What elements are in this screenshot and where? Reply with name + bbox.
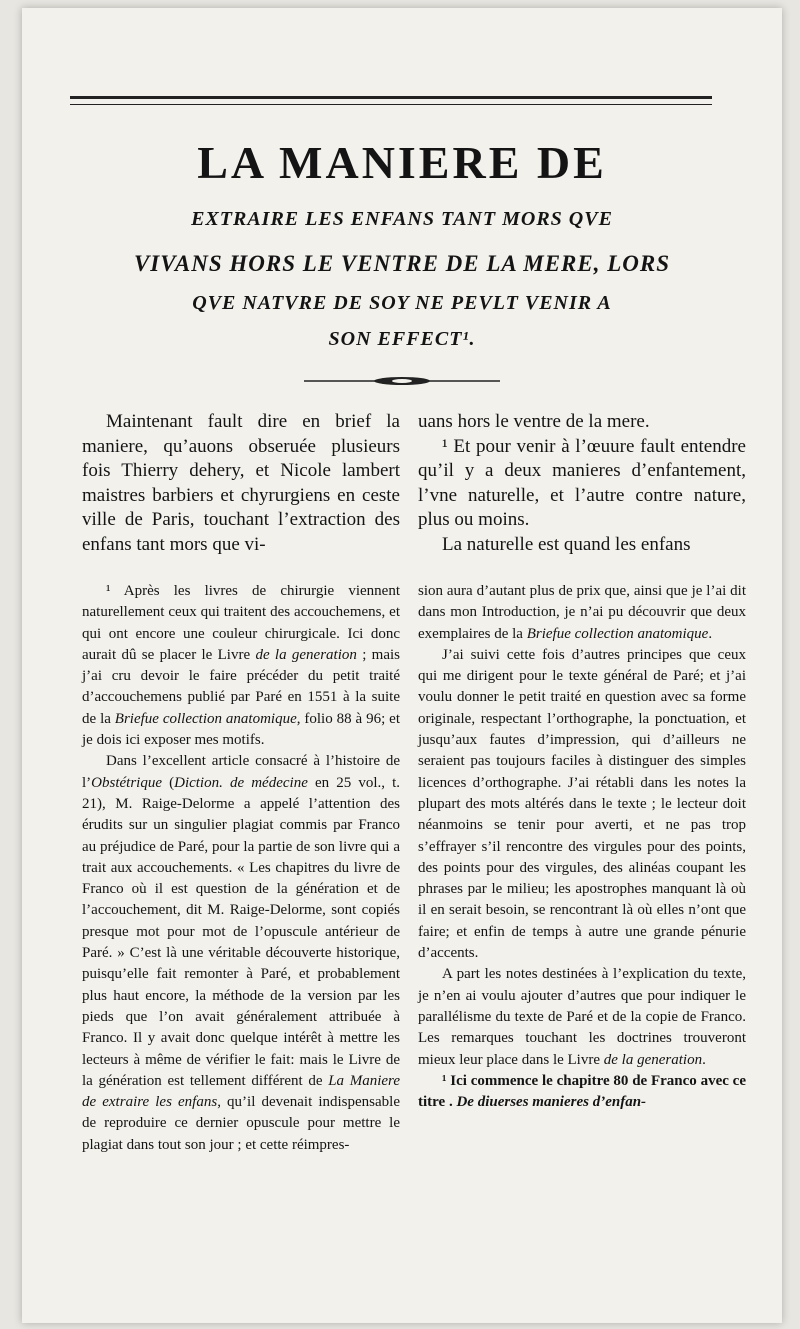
footnote-paragraph: Dans l’excellent article consacré à l’histoire de l’Obstétrique (Diction. de médecine en 25 vol., t. 21), M. Raige-Delorme a appelé l’attention des érudits sur un singulier plagiat commis par Franco au préjudice de Paré, pour la partie de son livre qui a trait aux accouchements. « Les chapitres du livre de Franco où il est question de la génération et de l’accouchement, dit M. Raige-Delorme, sont copiés presque mot pour mot de l’opuscule antérieur de Paré. » C’est là une véritable découverte historique, puisqu’elle fait remonter à Paré, et probablement plus haut encore, la méthode de la version par les pieds que l’on avait généralement attribuée à Franco. Il y avait donc quelque intérêt à mettre les lecteurs à même de vérifier le fait: mais le Livre de la génération est tellement différent de La Maniere de extraire les enfans, qu’il devenait indispensable de reproduire ce dernier opuscule pour mettre le plagiat dans tout son jour ; et cette réimpres- [82,753,401,1153]
footnote-paragraph: ¹ Ici commence le chapitre 80 de Franco avec ce titre . De diuerses manieres d’enfan- [418,1072,746,1111]
left-column [82,410,400,1156]
main-text-left: Maintenant fault dire en brief la maniere, qu’auons obseruée plusieurs fois Thierry dehery, et Nicole lambert maistres barbiers et chyrurgiens en ceste ville de Paris, touchant l’extraction des enfans tant mors que vi- [82,411,400,555]
header-rule [70,96,712,105]
subtitle-line-2: VIVANS HORS LE VENTRE DE LA MERE, LORS [133,251,671,276]
ornament-divider-icon [302,376,502,386]
main-text-right-paragraph: ¹ Et pour venir à l’œuure fault entendre qu’il y a deux manieres d’enfantement, l’vne naturelle, et l’autre contre nature, plus ou moins. [418,435,746,530]
footnote-paragraph: sion aura d’autant plus de prix que, ainsi que je l’ai dit dans mon Introduction, je n’ai pu découvrir que deux exemplaires de la Briefue collection anatomique. [418,583,746,642]
subtitle-line-3: QVE NATVRE DE SOY NE PEVLT VENIR A [192,292,612,314]
subtitle-line-4: SON EFFECT¹. [328,328,476,350]
main-text-right-line: uans hors le ventre de la mere. [418,411,650,432]
chapter-title: LA MANIERE DE [197,137,607,188]
footnote-paragraph: A part les notes destinées à l’explication du texte, je n’en ai voulu ajouter d’autres que pour indiquer le parallélisme du texte de Paré et de la copie de Franco. Les remarques touchant les doctrines trouveront mieux leur place dans le Livre de la generation. [418,966,746,1068]
footnote-paragraph: J’ai suivi cette fois d’autres principes que ceux qui me dirigent pour le texte général de Paré; et j’ai voulu donner le petit traité en question avec sa forme originale, respectant l’orthographe, la ponctuation, et jusqu’aux fautes d’impression, qui d’ailleurs ne seraient pas toujours faciles à distinguer des simples licences d’orthographe. J’ai rétabli dans les notes la plupart des mots altérés dans le texte ; le lecteur doit néanmoins se tenir pour averti, et ne pas trop s’effrayer s’il rencontre des virgules pour des points, des points pour des virgules, des alinéas coupant les phrases par le milieu; les apostrophes manquant là où il en serait besoin, se rencontrant là où elles n’ont que faire; et enfin de temps à autre une grande pénurie d’accents. [418,646,746,962]
right-column [418,410,746,1113]
book-page [22,8,782,1323]
main-text-right-paragraph: La naturelle est quand les enfans [442,533,691,555]
subtitle-line-1: EXTRAIRE LES ENFANS TANT MORS QVE [191,208,613,230]
footnote-paragraph: ¹ Après les livres de chirurgie viennent naturellement ceux qui traitent des accouchemens, et qui ont encore une couleur chirurgicale. Ici donc aurait dû se placer le Livre de la generation ; mais j’ai cru devoir le faire précéder du petit traité d’accouchemens publié par Paré en 1551 à la suite de la Briefue collection anatomique, folio 88 à 96; et je dois ici exposer mes motifs. [82,583,400,749]
